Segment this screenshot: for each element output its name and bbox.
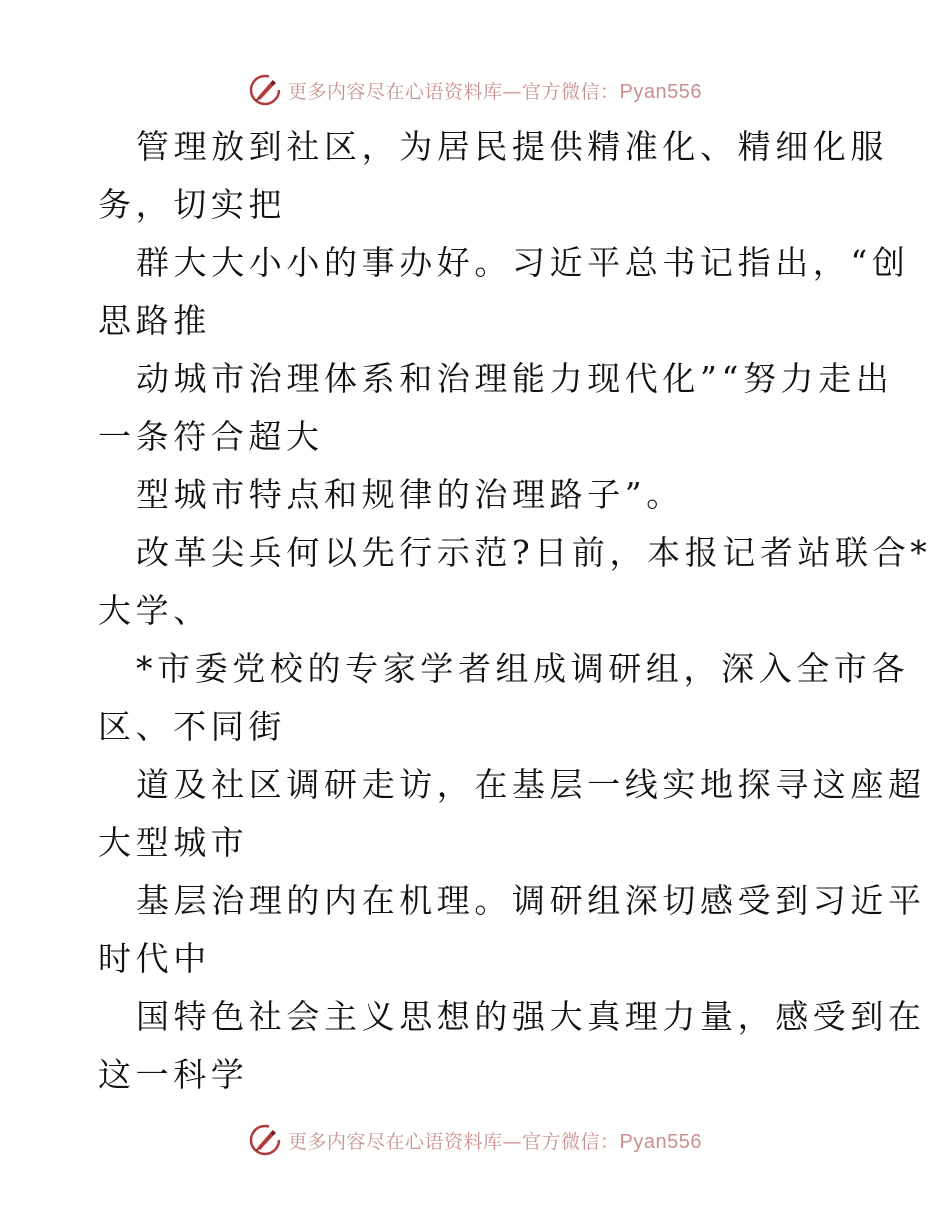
text-line: 大学、 [98,591,211,630]
text-line: 群大大小小的事办好。习近平总书记指出，“创 [136,243,910,282]
text-line: 国特色社会主义思想的强大真理力量，感受到在 [136,997,926,1036]
watermark-text: 更多内容尽在心语资料库—官方微信：Pyan556 [288,80,702,103]
text-line: 基层治理的内在机理。调研组深切感受到习近平 [136,881,926,920]
text-line: 务，切实把 [98,185,286,224]
text-line: 改革尖兵何以先行示范?日前，本报记者站联合* [136,533,932,572]
footer-watermark [0,1120,950,1160]
text-line: 动城市治理体系和治理能力现代化”“努力走出 [136,359,894,398]
text-line: 这一科学 [98,1055,249,1094]
text-line: 时代中 [98,939,211,978]
text-line: *市委党校的专家学者组成调研组，深入全市各 [136,649,910,688]
text-line: 道及社区调研走访，在基层一线实地探寻这座超 [136,765,926,804]
text-line: 管理放到社区，为居民提供精准化、精细化服 [136,127,888,166]
pen-logo-icon [248,73,282,107]
header-watermark [0,70,950,110]
text-line: 思路推 [98,301,211,340]
document-body [98,118,932,1104]
text-line: 型城市特点和规律的治理路子”。 [136,475,684,514]
pen-logo-icon [248,1123,282,1157]
watermark-text: 更多内容尽在心语资料库—官方微信：Pyan556 [288,1130,702,1153]
text-line: 区、不同街 [98,707,286,746]
text-line: 一条符合超大 [98,417,324,456]
text-line: 大型城市 [98,823,249,862]
